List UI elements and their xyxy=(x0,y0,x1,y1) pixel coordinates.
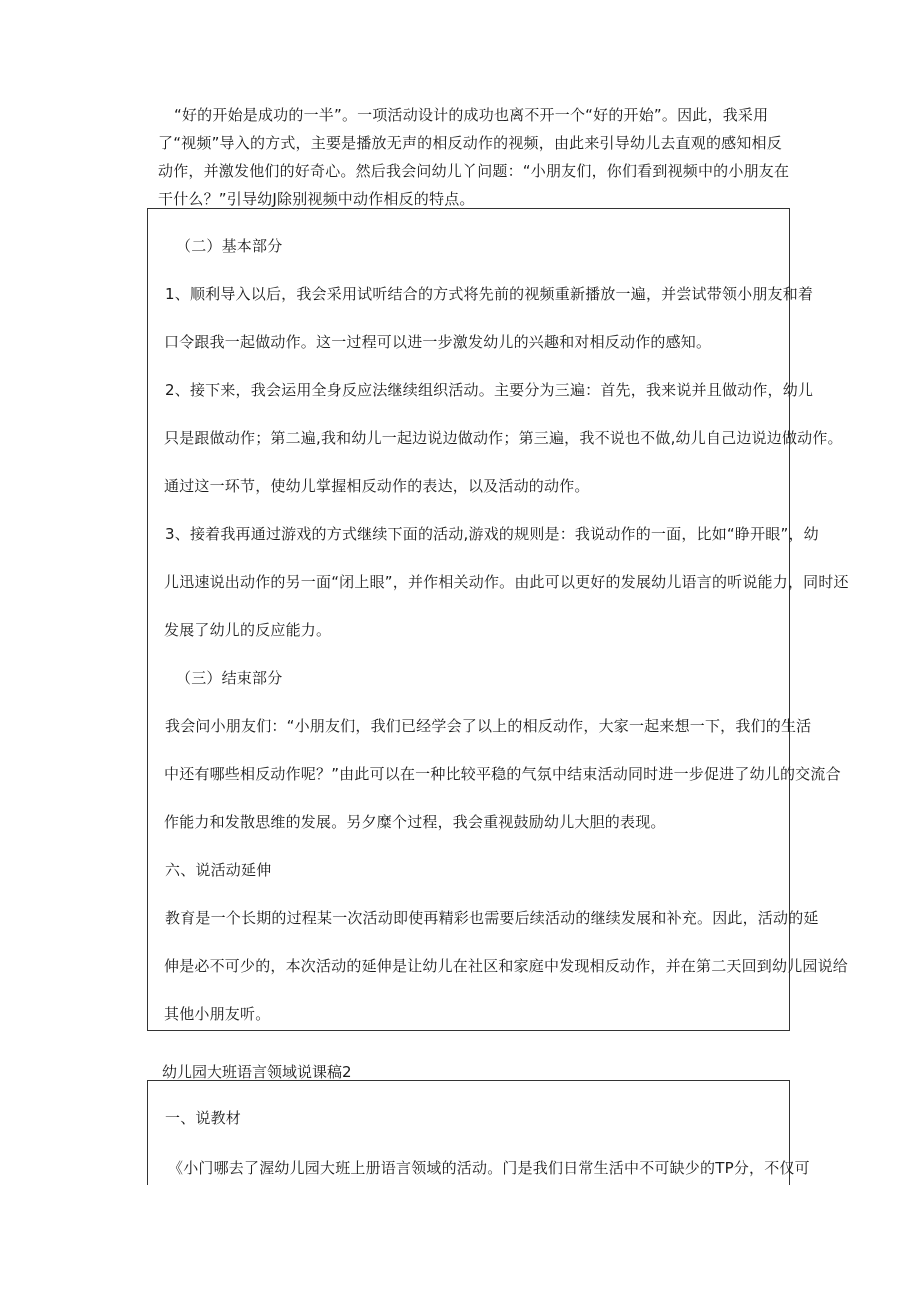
ext-p1-line1: 教育是一个长期的过程某一次活动即使再精彩也需要后续活动的继续发展和补充。因此，活动的延 xyxy=(165,909,819,927)
basic-p3-line2: 儿迅速说出动作的另一面“闭上眼”，并作相关动作。由此可以更好的发展幼儿语言的听说能力，同时还 xyxy=(164,573,849,591)
doc2-p1-line1: 《小门哪去了渥幼儿园大班上册语言领域的活动。门是我们日常生活中不可缺少的TP分，不仅可 xyxy=(168,1159,810,1177)
intro-text: “好的开始是成功的一半”。一项活动设计的成功也离不开一个“好的开始”。因此，我采用了“视频”导入的方式，主要是播放无声的相反动作的视频，由此来引导幼儿去直观的感知相反动作，并激发他们的好奇心。然后我会问幼儿丫问题：“小朋友们，你们看到视频中的小朋友在干什么？”引导幼J除别视频中动作相反的特点。 xyxy=(158,106,790,208)
end-p1-line2: 中还有哪些相反动作呢？”由此可以在一种比较平稳的气氛中结束活动同时进一步促进了幼儿的交流合 xyxy=(164,765,841,783)
section-ext-heading: 六、说活动延伸 xyxy=(165,861,272,879)
section-basic-heading: （二）基本部分 xyxy=(176,237,283,255)
end-p1-line1: 我会问小朋友们：“小朋友们，我们已经学会了以上的相反动作，大家一起来想一下，我们的生活 xyxy=(165,717,812,735)
ext-p1-line3: 其他小朋友听。 xyxy=(164,1005,271,1023)
basic-p3-line3: 发展了幼儿的反应能力。 xyxy=(164,621,332,639)
doc2-heading: 一、说教材 xyxy=(165,1109,242,1127)
basic-p2-line2: 只是跟做动作；第二遍,我和幼儿一起边说边做动作；第三遍，我不说也不做,幼儿自己边说边做动作。 xyxy=(164,429,843,447)
end-p1-line3: 作能力和发散思维的发展。另夕糜个过程，我会重视鼓励幼儿大胆的表现。 xyxy=(164,813,666,831)
content-box-2 xyxy=(147,1080,810,1185)
content-box-1 xyxy=(147,208,849,1031)
basic-p1-line1: 1、顺利导入以后，我会采用试听结合的方式将先前的视频重新播放一遍，并尝试带领小朋友和着 xyxy=(165,285,814,303)
document-2-title: 幼儿园大班语言领域说课稿2 xyxy=(162,1063,352,1081)
section-end-heading: （三）结束部分 xyxy=(176,669,283,687)
basic-p2-line3: 通过这一环节，使幼儿掌握相反动作的表达，以及活动的动作。 xyxy=(164,477,590,495)
basic-p2-line1: 2、接下来，我会运用全身反应法继续组织活动。主要分为三遍：首先，我来说并且做动作，幼儿 xyxy=(165,381,814,399)
intro-paragraph xyxy=(158,101,790,213)
basic-p1-line2: 口令跟我一起做动作。这一过程可以进一步激发幼儿的兴趣和对相反动作的感知。 xyxy=(164,333,712,351)
basic-p3-line1: 3、接着我再通过游戏的方式继续下面的活动,游戏的规则是：我说动作的一面，比如“睁开眼”，幼 xyxy=(165,525,819,543)
ext-p1-line2: 伸是必不可少的，本次活动的延伸是让幼儿在社区和家庭中发现相反动作，并在第二天回到幼儿园说给 xyxy=(164,957,849,975)
